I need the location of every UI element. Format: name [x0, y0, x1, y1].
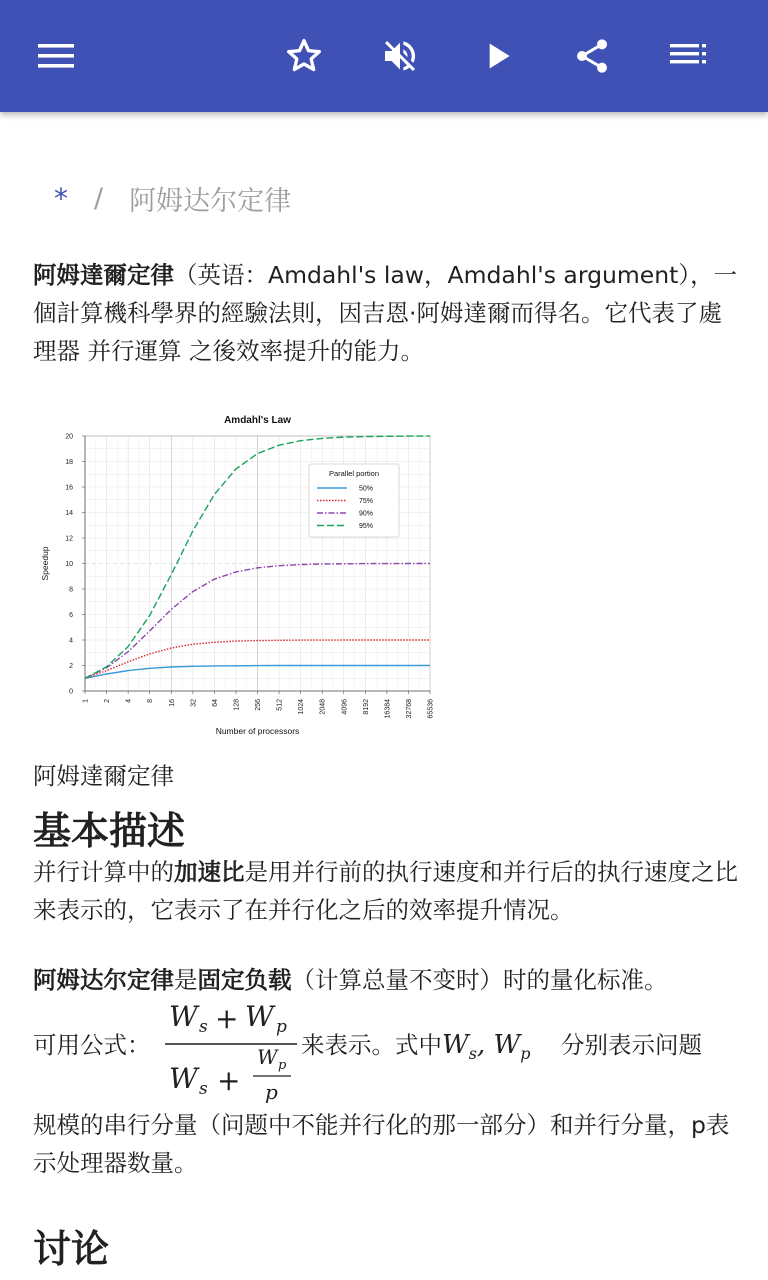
intro-text: （英语：Amdahl's law，Amdahl's argument），一個計算機科學界的經驗法則，因吉恩·阿姆達爾而得名。它代表了處理器 并行運算 之後效率提升的能力。 — [33, 261, 738, 365]
app-toolbar — [0, 0, 768, 112]
svg-text:W: W — [257, 1045, 278, 1069]
share-icon — [572, 36, 612, 76]
menu-icon — [36, 41, 76, 71]
svg-text:+: + — [217, 1064, 241, 1097]
table-of-contents-button[interactable] — [660, 28, 716, 84]
chart-y-tick-label: 4 — [69, 637, 73, 645]
chart-y-tick-label: 20 — [65, 433, 73, 441]
mute-button[interactable] — [372, 28, 428, 84]
svg-text:+: + — [215, 1002, 239, 1035]
breadcrumb — [54, 178, 291, 218]
chart-y-tick-label: 8 — [69, 586, 73, 594]
intro-bold-term: 阿姆達爾定律 — [33, 261, 174, 289]
svg-text:p: p — [278, 1058, 287, 1073]
section-heading-discussion: 讨论 — [33, 1227, 110, 1271]
svg-text:W: W — [245, 1000, 274, 1033]
breadcrumb-home-link[interactable]: * — [54, 181, 68, 215]
amdahl-formula — [165, 1000, 299, 1110]
chart-x-tick-label: 8192 — [362, 699, 370, 715]
chart-x-tick-label: 8 — [147, 699, 155, 703]
ws-wp-vars: $W_s$, $W_p$ — [442, 1030, 531, 1064]
volume-off-icon — [380, 36, 420, 76]
chart-x-tick-label: 256 — [255, 699, 262, 711]
formula-after-label: 来表示。式中 — [301, 1031, 442, 1059]
amdahl-chart-figure[interactable] — [36, 408, 440, 740]
list-icon — [668, 41, 708, 71]
amdahl-chart — [36, 408, 440, 740]
chart-x-tick-label: 4 — [125, 699, 133, 703]
figure-caption: 阿姆達爾定律 — [33, 762, 174, 790]
chart-legend-label: 50% — [359, 485, 374, 493]
chart-x-tick-label: 16384 — [384, 699, 392, 719]
menu-button[interactable] — [28, 28, 84, 84]
speedup-term: 加速比 — [174, 858, 245, 886]
section-heading-basic: 基本描述 — [33, 809, 186, 853]
section1-paragraph-2 — [33, 961, 738, 999]
chart-x-tick-label: 1 — [82, 699, 90, 703]
fixed-load-term: 固定负载 — [197, 966, 292, 994]
chart-x-tick-label: 65536 — [427, 699, 435, 719]
chart-x-axis-label: Number of processors — [215, 726, 300, 736]
svg-text:s: s — [199, 1079, 208, 1099]
svg-text:p: p — [265, 1080, 278, 1104]
chart-title: Amdahl's Law — [224, 415, 291, 426]
play-icon — [478, 36, 518, 76]
p2-text-b: （计算总量不变时）时的量化标准。 — [291, 966, 668, 994]
p1-text-b: 是用并行前的执行速度和并行后的执行速度之比来表示的，它表示了在并行化之后的效率提升情况。 — [33, 858, 738, 924]
chart-y-tick-label: 0 — [69, 688, 73, 696]
play-button[interactable] — [470, 28, 526, 84]
formula-line — [33, 1000, 738, 1110]
formula-after-text — [301, 1026, 530, 1063]
chart-y-tick-label: 2 — [69, 663, 73, 670]
chart-y-axis-label: Speedup — [40, 546, 50, 581]
formula-label: 可用公式： — [33, 1031, 151, 1059]
chart-legend-label: 90% — [359, 510, 374, 518]
svg-text:p: p — [276, 1017, 287, 1037]
p1-text-a: 并行计算中的 — [33, 858, 174, 886]
chart-y-tick-label: 16 — [65, 484, 73, 492]
formula-after-text-2: 分别表示问题 — [561, 1031, 702, 1059]
chart-x-tick-label: 64 — [211, 699, 219, 707]
section1-paragraph-3: 规模的串行分量（问题中不能并行化的那一部分）和并行分量，p表示处理器数量。 — [33, 1111, 730, 1177]
chart-x-tick-label: 512 — [276, 699, 284, 711]
chart-x-tick-label: 2048 — [319, 699, 327, 715]
p2-text-a: 是 — [174, 966, 198, 994]
chart-x-tick-label: 128 — [233, 699, 241, 711]
chart-x-tick-label: 1024 — [298, 699, 306, 715]
chart-y-tick-label: 6 — [69, 612, 73, 619]
chart-x-tick-label: 16 — [168, 699, 176, 707]
svg-text:s: s — [199, 1017, 208, 1037]
amdahl-law-term: 阿姆达尔定律 — [33, 966, 174, 994]
chart-legend-label: 75% — [359, 498, 374, 505]
svg-text:W: W — [169, 1000, 198, 1033]
chart-x-tick-label: 32 — [190, 699, 198, 707]
chart-x-tick-label: 2 — [104, 699, 112, 703]
chart-y-tick-label: 12 — [65, 535, 73, 543]
breadcrumb-current: 阿姆达尔定律 — [129, 185, 292, 217]
chart-y-tick-label: 10 — [65, 561, 73, 568]
chart-x-tick-label: 4096 — [341, 699, 349, 715]
svg-text:W: W — [169, 1062, 198, 1095]
chart-y-tick-label: 14 — [65, 510, 73, 517]
chart-y-tick-label: 18 — [65, 459, 73, 466]
share-button[interactable] — [564, 28, 620, 84]
chart-x-tick-label: 32768 — [405, 699, 413, 719]
intro-paragraph — [33, 256, 738, 370]
star-outline-icon — [284, 36, 324, 76]
chart-legend-label: 95% — [359, 523, 374, 530]
section1-paragraph-1 — [33, 853, 738, 929]
favorite-button[interactable] — [276, 28, 332, 84]
chart-legend-title: Parallel portion — [328, 469, 380, 478]
breadcrumb-separator: / — [94, 182, 104, 214]
